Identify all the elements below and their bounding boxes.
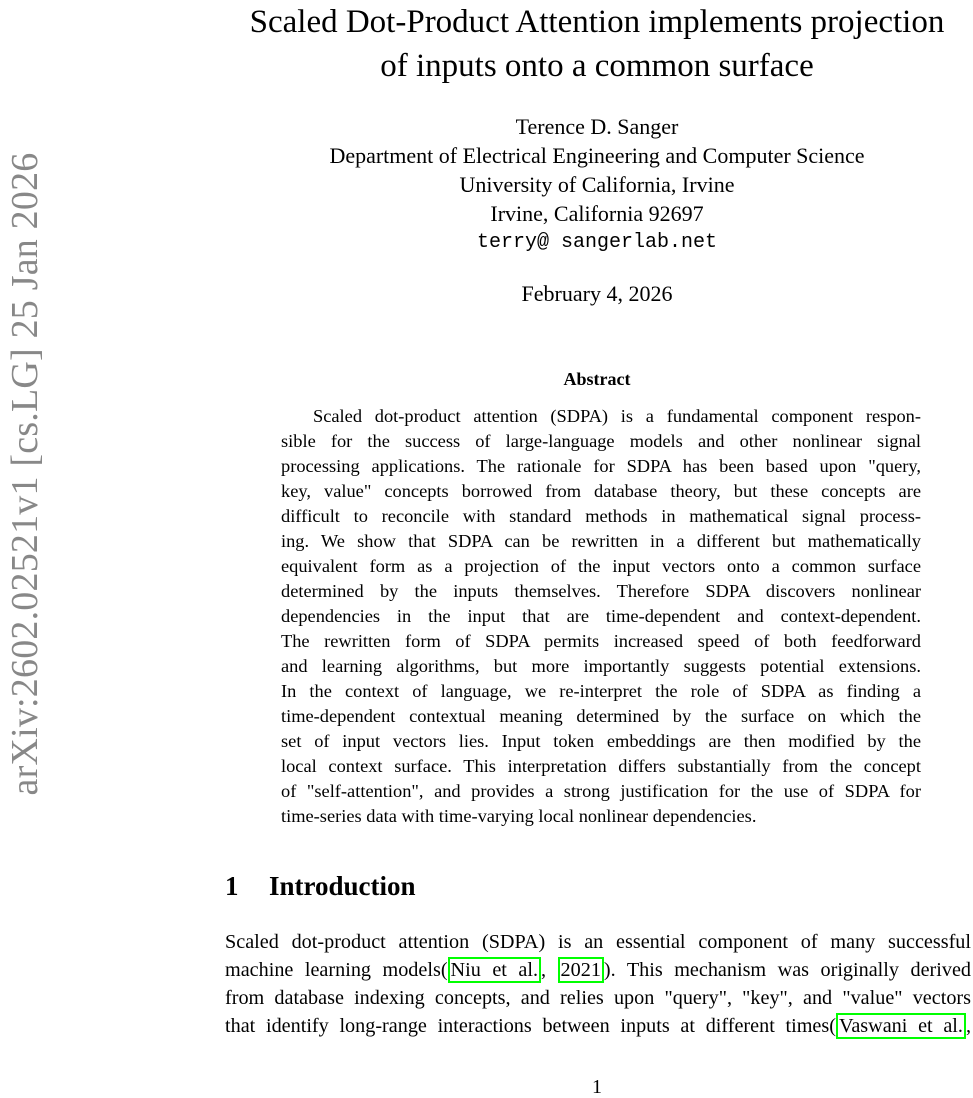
abstract-heading: Abstract <box>563 369 631 389</box>
author-location: Irvine, California 92697 <box>490 201 704 226</box>
paragraph-text: that identify long-range interactions between inputs at different times( <box>225 1015 836 1037</box>
paragraph-text: machine learning models( <box>225 959 448 981</box>
paragraph-line: from database indexing concepts, and relies upon "query", "key", and "value" vectors <box>225 987 971 1009</box>
abstract-line: key, value" concepts borrowed from database theory, but these concepts are <box>281 481 921 501</box>
abstract-line: time-series data with time-varying local nonlinear dependencies. <box>281 806 757 826</box>
paragraph-line <box>225 956 971 984</box>
abstract-line: sible for the success of large-language models and other nonlinear signal <box>281 431 921 451</box>
citation-link-niu-author[interactable]: Niu et al. <box>448 957 541 983</box>
author-email: terry@ sangerlab.net <box>476 231 718 254</box>
abstract-line: local context surface. This interpretation differs substantially from the concept <box>281 756 921 776</box>
abstract-line: of "self-attention", and provides a strong justification for the use of SDPA for <box>281 781 921 801</box>
arxiv-stamp: arXiv:2602.02521v1 [cs.LG] 25 Jan 2026 <box>4 152 46 796</box>
section-number: 1 <box>225 871 239 901</box>
citation-separator: , <box>541 959 558 981</box>
abstract-line: ing. We show that SDPA can be rewritten in a different but mathematically <box>281 531 921 551</box>
abstract-line: In the context of language, we re-interpret the role of SDPA as finding a <box>281 681 921 701</box>
abstract-body <box>281 404 921 829</box>
abstract-line: and learning algorithms, but more importantly suggests potential extensions. <box>281 656 921 676</box>
abstract-line: Scaled dot-product attention (SDPA) is a fundamental component respon- <box>313 406 921 426</box>
paragraph-text: ). This mechanism was originally derived <box>603 959 972 981</box>
abstract-line: equivalent form as a projection of the input vectors onto a common surface <box>281 556 921 576</box>
title-line-1: Scaled Dot-Product Attention implements projection <box>249 4 945 40</box>
paragraph-text: , <box>965 1015 971 1037</box>
abstract-line: dependencies in the input that are time-dependent and context-dependent. <box>281 606 921 626</box>
abstract-line: set of input vectors lies. Input token embeddings are then modified by the <box>281 731 921 751</box>
paper-date: February 4, 2026 <box>521 281 673 306</box>
paper-title <box>222 0 972 88</box>
citation-link-niu-year[interactable]: 2021 <box>558 957 604 983</box>
page-number: 1 <box>592 1076 602 1098</box>
abstract-line: determined by the inputs themselves. Therefore SDPA discovers nonlinear <box>281 581 921 601</box>
paragraph-line: Scaled dot-product attention (SDPA) is an essential component of many successful <box>225 931 971 953</box>
abstract-line: difficult to reconcile with standard methods in mathematical signal process- <box>281 506 921 526</box>
author-block <box>222 112 972 257</box>
author-department: Department of Electrical Engineering and Computer Science <box>329 143 865 168</box>
section-heading-introduction <box>225 868 416 904</box>
abstract-line: processing applications. The rationale for SDPA has been based upon "query, <box>281 456 921 476</box>
author-name: Terence D. Sanger <box>515 114 679 139</box>
abstract-line: time-dependent contextual meaning determined by the surface on which the <box>281 706 921 726</box>
author-university: University of California, Irvine <box>459 172 735 197</box>
title-line-2: of inputs onto a common surface <box>380 48 814 84</box>
introduction-paragraph <box>225 928 971 1040</box>
section-title: Introduction <box>269 871 416 901</box>
abstract-line: The rewritten form of SDPA permits increased speed of both feedforward <box>281 631 921 651</box>
paragraph-line <box>225 1012 971 1040</box>
citation-link-vaswani[interactable]: Vaswani et al. <box>836 1013 966 1039</box>
